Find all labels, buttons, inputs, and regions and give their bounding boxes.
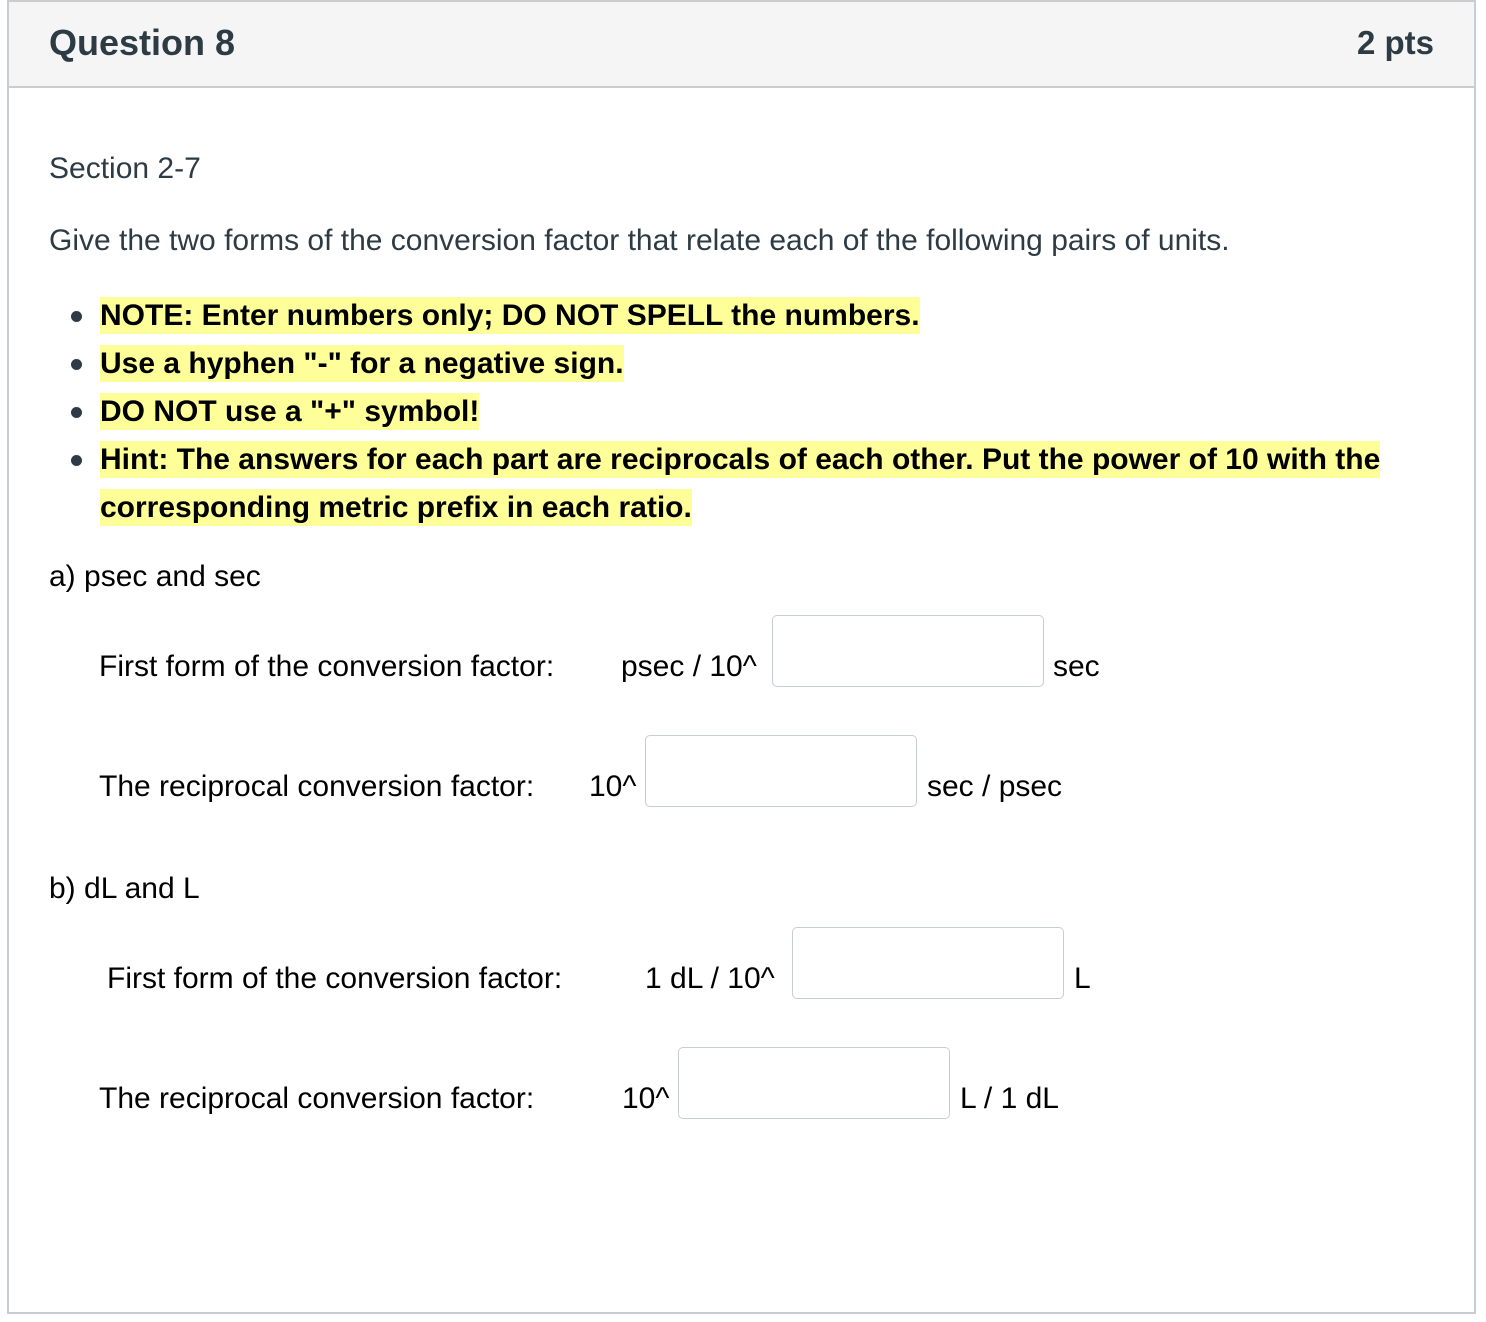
section-label: Section 2-7 [49,152,201,185]
question-card [7,0,1476,1314]
part-a-first-prefix: psec / 10^ [621,650,757,683]
note-text: DO NOT use a "+" symbol! [100,395,480,428]
part-b-first-exponent-input[interactable] [792,927,1064,999]
part-a-first-suffix: sec [1053,650,1100,683]
notes-list [49,292,1400,532]
note-text: Use a hyphen "-" for a negative sign. [100,347,624,380]
note-item [49,340,1400,388]
part-a-first-label: First form of the conversion factor: [99,650,555,683]
part-b-reciprocal-exponent-input[interactable] [678,1047,950,1119]
note-text: NOTE: Enter numbers only; DO NOT SPELL the numbers. [100,299,920,332]
note-item [49,436,1400,532]
part-a-label: a) psec and sec [49,560,261,593]
question-points: 2 pts [1356,24,1434,61]
note-item [49,388,1400,436]
question-header [9,0,1474,88]
part-b-reciprocal-suffix: L / 1 dL [960,1082,1059,1115]
note-item [49,292,1400,340]
part-a-reciprocal-suffix: sec / psec [927,770,1063,803]
part-b-first-suffix: L [1074,962,1091,995]
part-b-reciprocal-label: The reciprocal conversion factor: [99,1082,535,1115]
part-a-reciprocal-label: The reciprocal conversion factor: [99,770,535,803]
part-b-first-label: First form of the conversion factor: [107,962,563,995]
part-b-label: b) dL and L [49,872,200,905]
note-text: Hint: The answers for each part are reciprocals of each other. Put the power of 10 with the corresponding metric prefix in each ratio. [100,443,1381,524]
part-a-reciprocal-prefix: 10^ [589,770,637,803]
question-title: Question 8 [49,22,236,63]
part-a-reciprocal-exponent-input[interactable] [645,735,917,807]
part-a-first-exponent-input[interactable] [772,615,1044,687]
part-b-reciprocal-prefix: 10^ [622,1082,670,1115]
question-prompt: Give the two forms of the conversion factor that relate each of the following pairs of units. [49,224,1230,257]
part-b-first-prefix: 1 dL / 10^ [645,962,775,995]
